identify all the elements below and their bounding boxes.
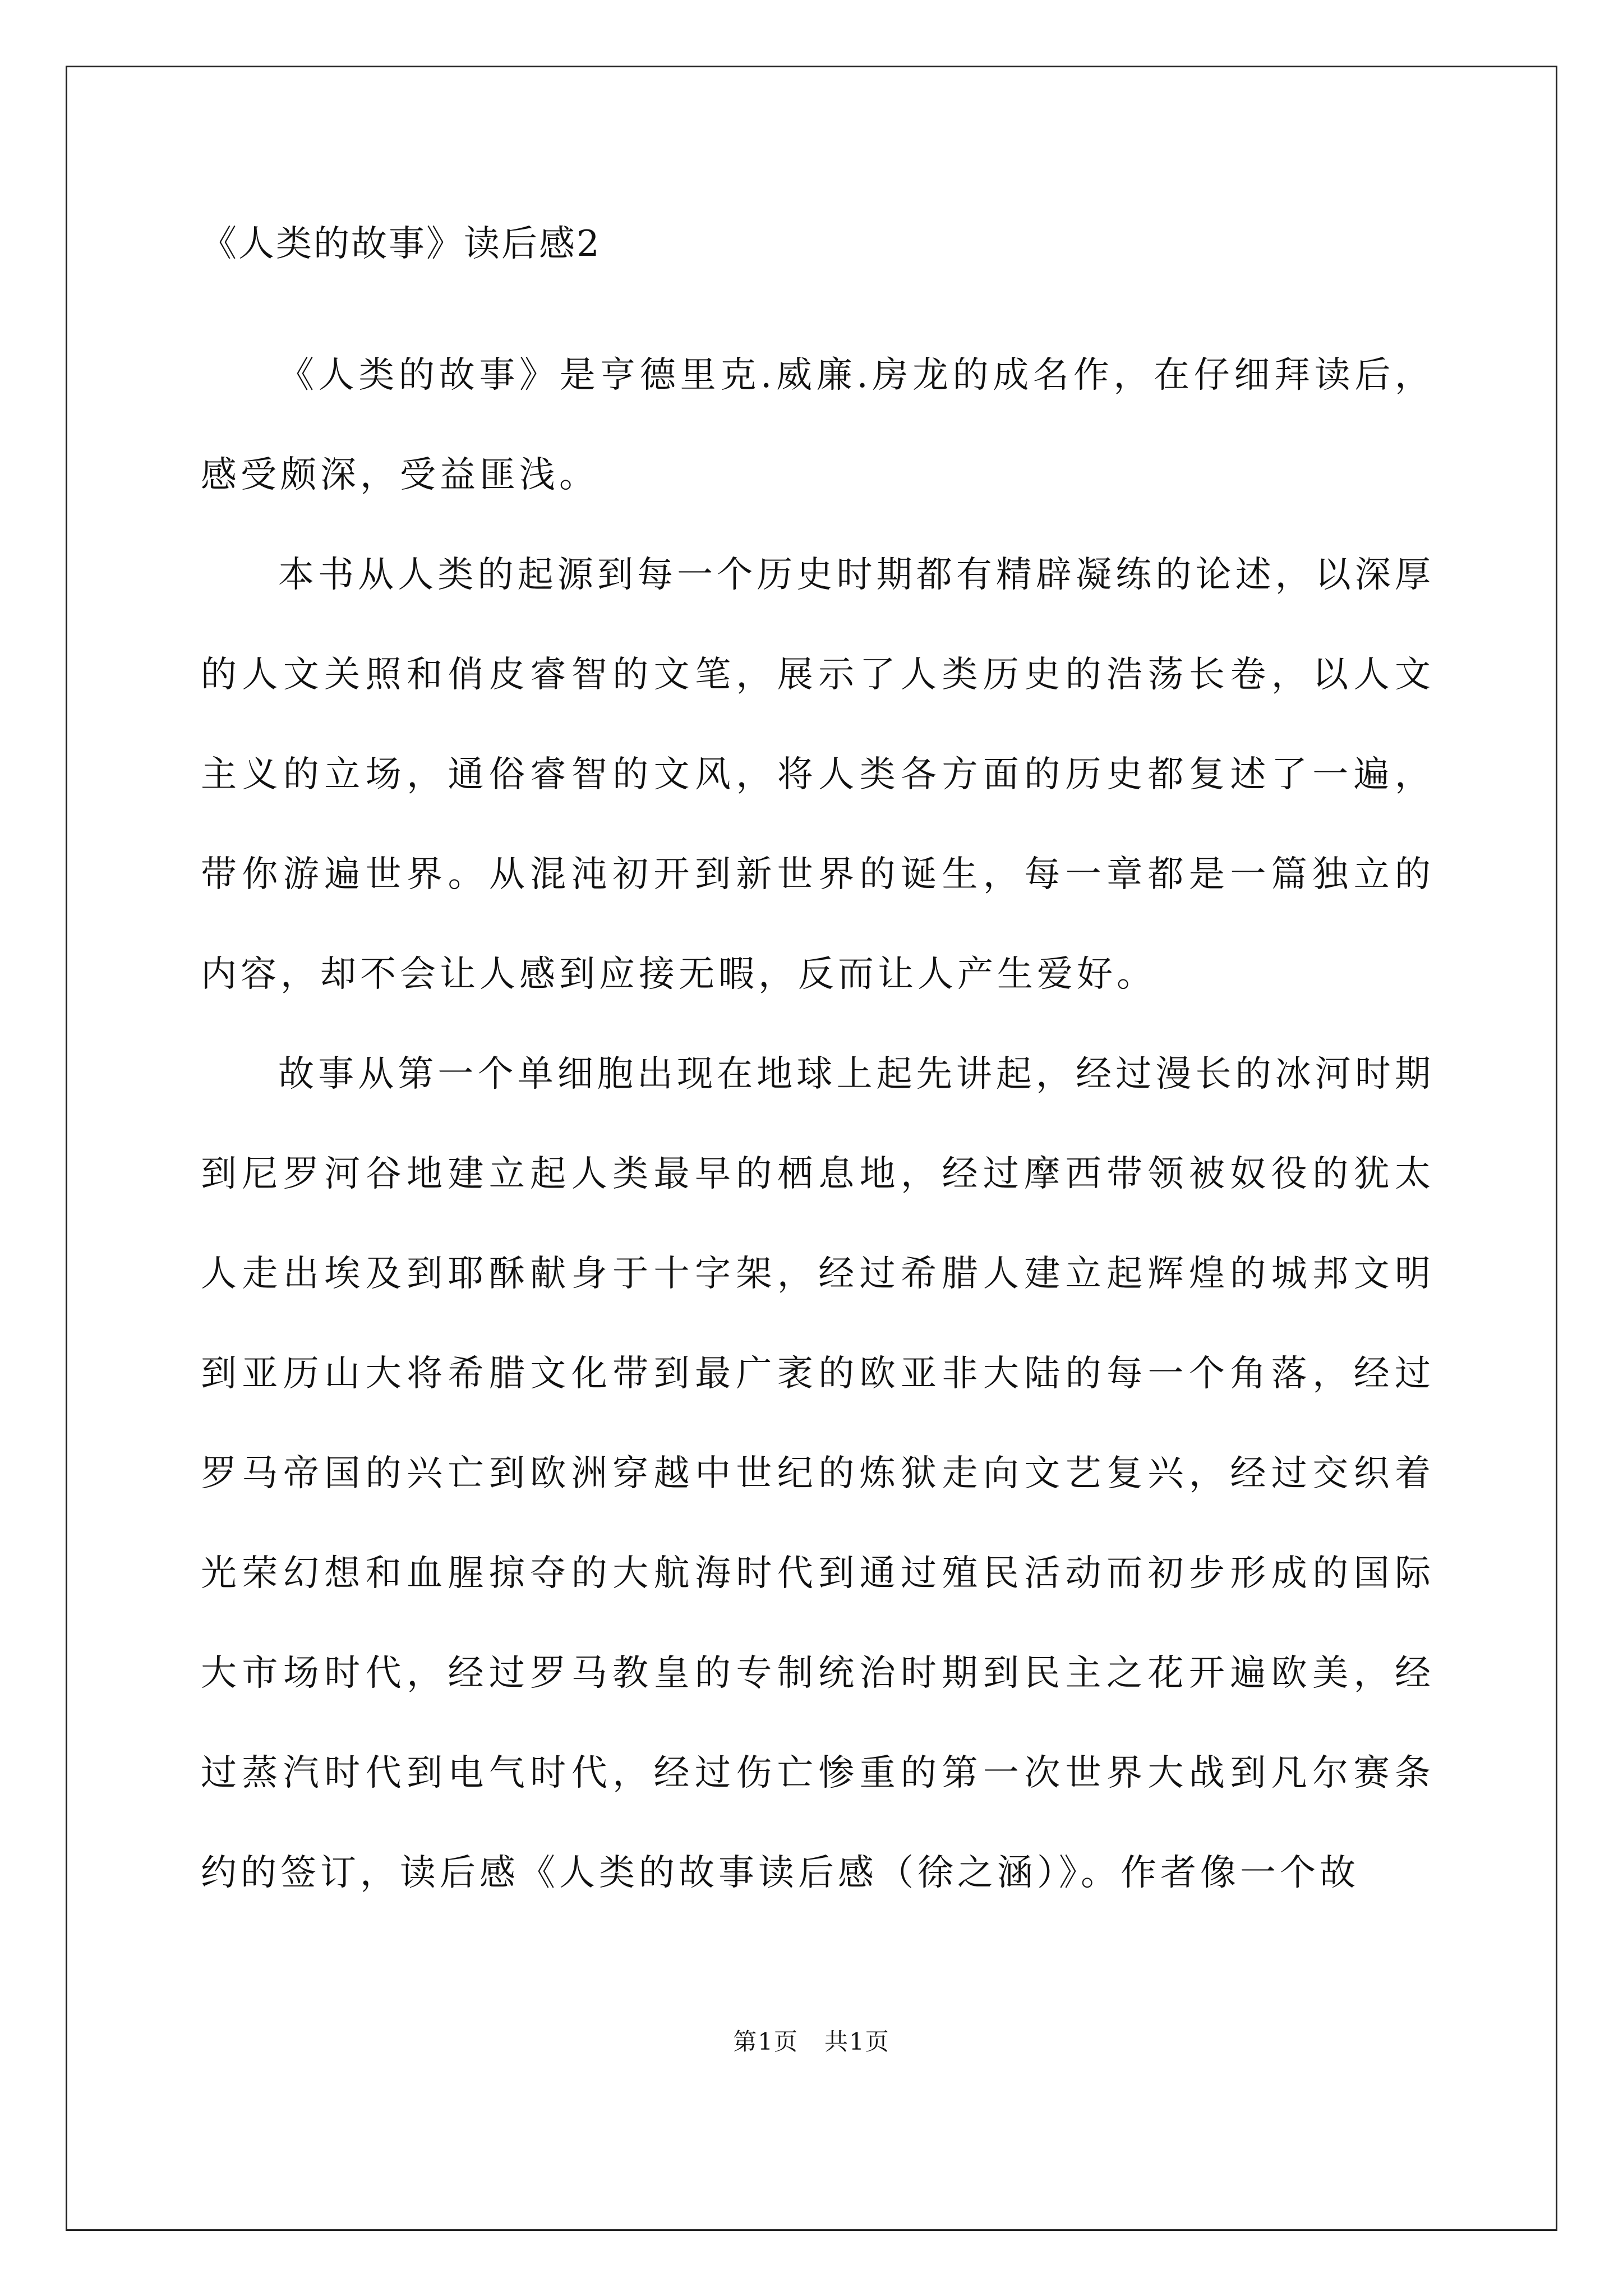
- document-title: 《人类的故事》读后感2: [201, 223, 601, 265]
- page-footer: [0, 2025, 1623, 2059]
- paragraph-3: 故事从第一个单细胞出现在地球上起先讲起，经过漫长的冰河时期到尼罗河谷地建立起人类最早的栖息地，经过摩西带领被奴役的犹太人走出埃及到耶酥献身于十字架，经过希腊人建立起辉煌的城邦文明到亚历山大将希腊文化带到最广袤的欧亚非大陆的每一个角落，经过罗马帝国的兴亡到欧洲穿越中世纪的炼狱走向文艺复兴，经过交织着光荣幻想和血腥掠夺的大航海时代到通过殖民活动而初步形成的国际大市场时代，经过罗马教皇的专制统治时期到民主之花开遍欧美，经过蒸汽时代到电气时代，经过伤亡惨重的第一次世界大战到凡尔赛条约的签订，读后感《人类的故事读后感（徐之涵）》。作者像一个故: [201, 1053, 1435, 1894]
- paragraph-1: 《人类的故事》是亨德里克.威廉.房龙的成名作，在仔细拜读后，感受颇深，受益匪浅。: [201, 355, 1435, 496]
- page-total: 共1页: [824, 2028, 890, 2055]
- paragraph-2: 本书从人类的起源到每一个历史时期都有精辟凝练的论述，以深厚的人文关照和俏皮睿智的文笔，展示了人类历史的浩荡长卷，以人文主义的立场，通俗睿智的文风，将人类各方面的历史都复述了一遍，带你游遍世界。从混沌初开到新世界的诞生，每一章都是一篇独立的内容，却不会让人感到应接无暇，反而让人产生爱好。: [201, 554, 1435, 995]
- page-number: 第1页: [733, 2028, 799, 2055]
- document-body: [201, 325, 1435, 1923]
